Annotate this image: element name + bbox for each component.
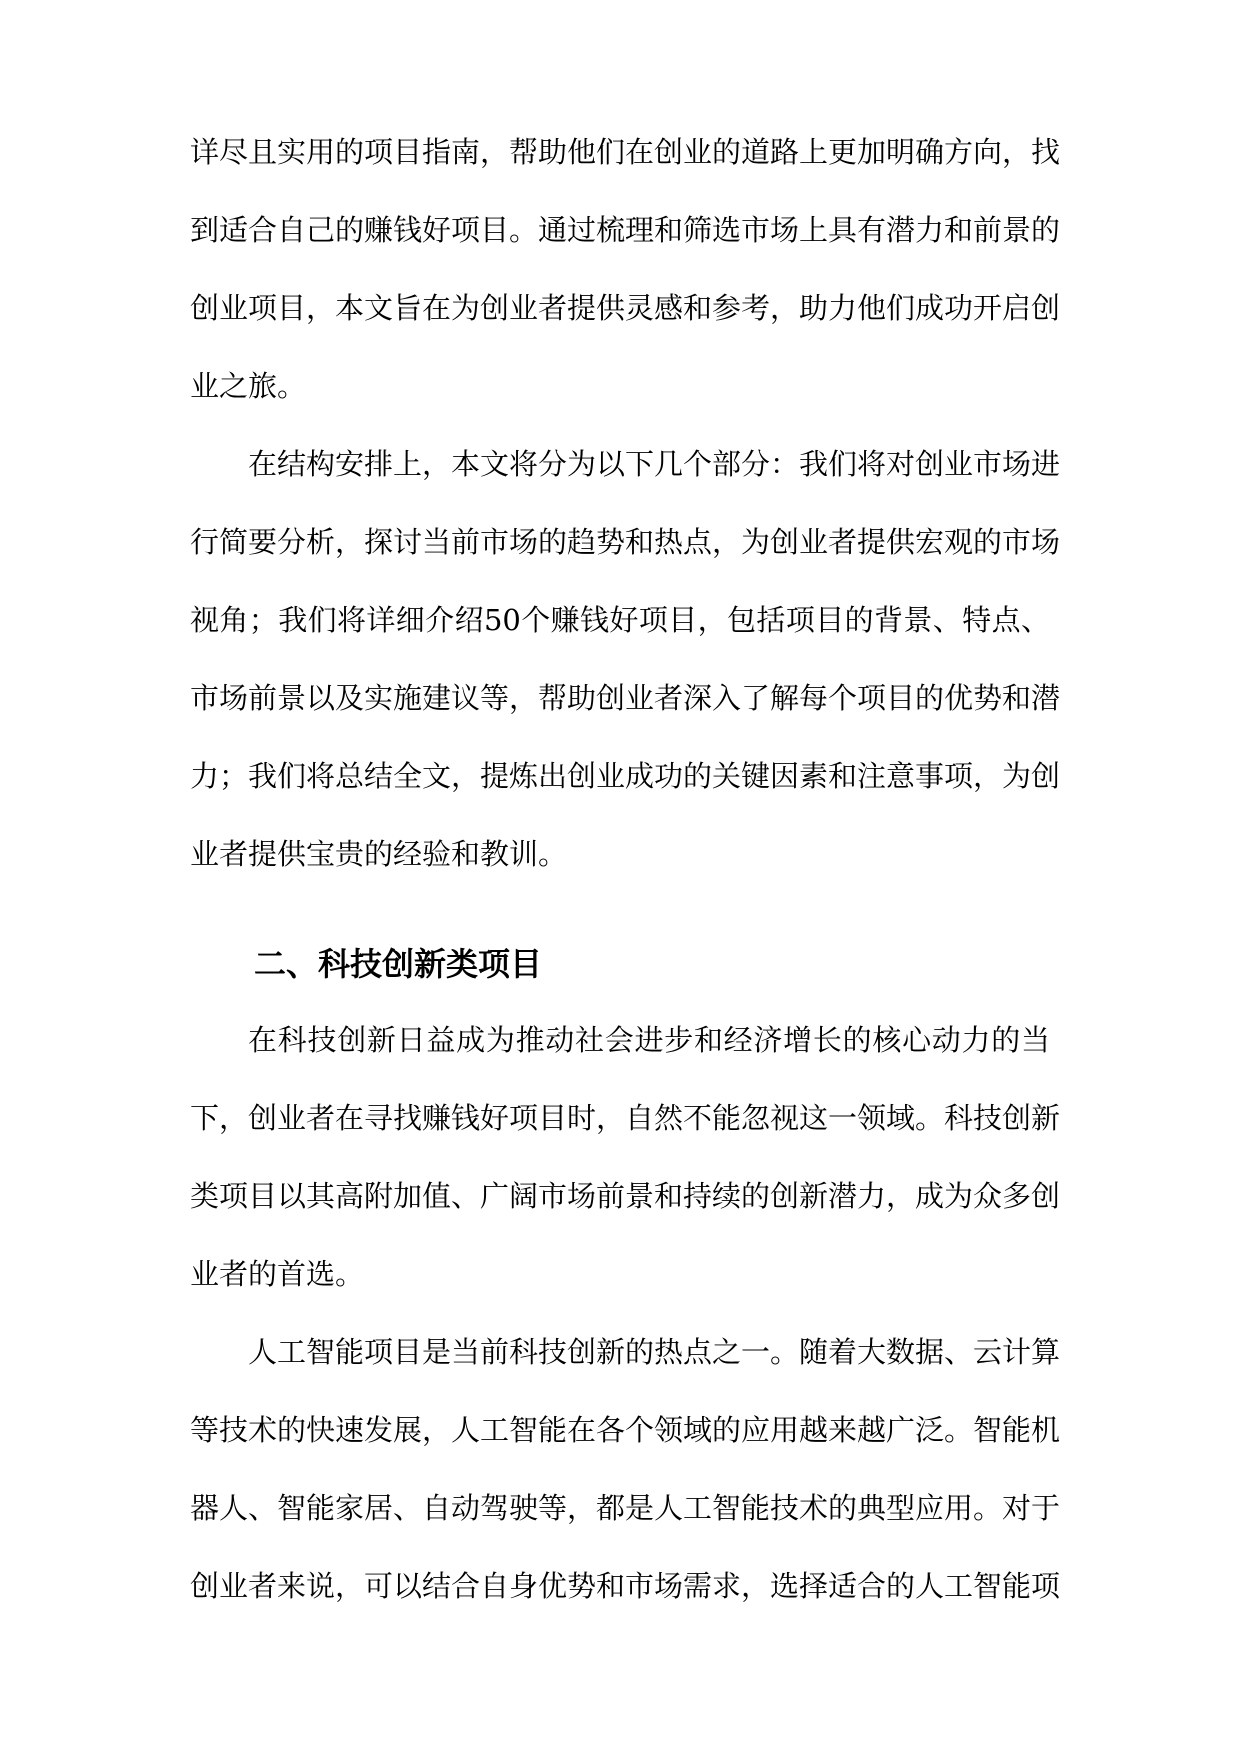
paragraph-line: 详尽且实用的项目指南，帮助他们在创业的道路上更加明确方向，找 [190,135,1061,169]
paragraph-line: 下，创业者在寻找赚钱好项目时，自然不能忽视这一领域。科技创新 [190,1101,1061,1135]
paragraph-line: 等技术的快速发展，人工智能在各个领域的应用越来越广泛。智能机 [190,1413,1061,1447]
paragraph-line: 在科技创新日益成为推动社会进步和经济增长的核心动力的当 [248,1023,1050,1057]
paragraph-line: 行简要分析，探讨当前市场的趋势和热点，为创业者提供宏观的市场 [190,525,1061,559]
paragraph-line: 视角；我们将详细介绍50个赚钱好项目，包括项目的背景、特点、 [190,603,1050,637]
paragraph-line: 到适合自己的赚钱好项目。通过梳理和筛选市场上具有潜力和前景的 [190,213,1061,247]
paragraph-line: 业之旅。 [190,369,307,403]
paragraph-line: 人工智能项目是当前科技创新的热点之一。随着大数据、云计算 [248,1335,1061,1369]
paragraph-line: 业者提供宝贵的经验和教训。 [190,837,568,871]
paragraph-line: 在结构安排上，本文将分为以下几个部分：我们将对创业市场进 [248,447,1061,481]
paragraph-line: 类项目以其高附加值、广阔市场前景和持续的创新潜力，成为众多创 [190,1179,1061,1213]
paragraph-line: 器人、智能家居、自动驾驶等，都是人工智能技术的典型应用。对于 [190,1491,1061,1525]
section-heading: 二、科技创新类项目 [254,945,543,983]
paragraph-line: 市场前景以及实施建议等，帮助创业者深入了解每个项目的优势和潜 [190,681,1061,715]
paragraph-line: 力；我们将总结全文，提炼出创业成功的关键因素和注意事项，为创 [190,759,1061,793]
paragraph-line: 创业项目，本文旨在为创业者提供灵感和参考，助力他们成功开启创 [190,291,1061,325]
paragraph-line: 业者的首选。 [190,1257,365,1291]
paragraph-line: 创业者来说，可以结合自身优势和市场需求，选择适合的人工智能项 [190,1569,1061,1603]
